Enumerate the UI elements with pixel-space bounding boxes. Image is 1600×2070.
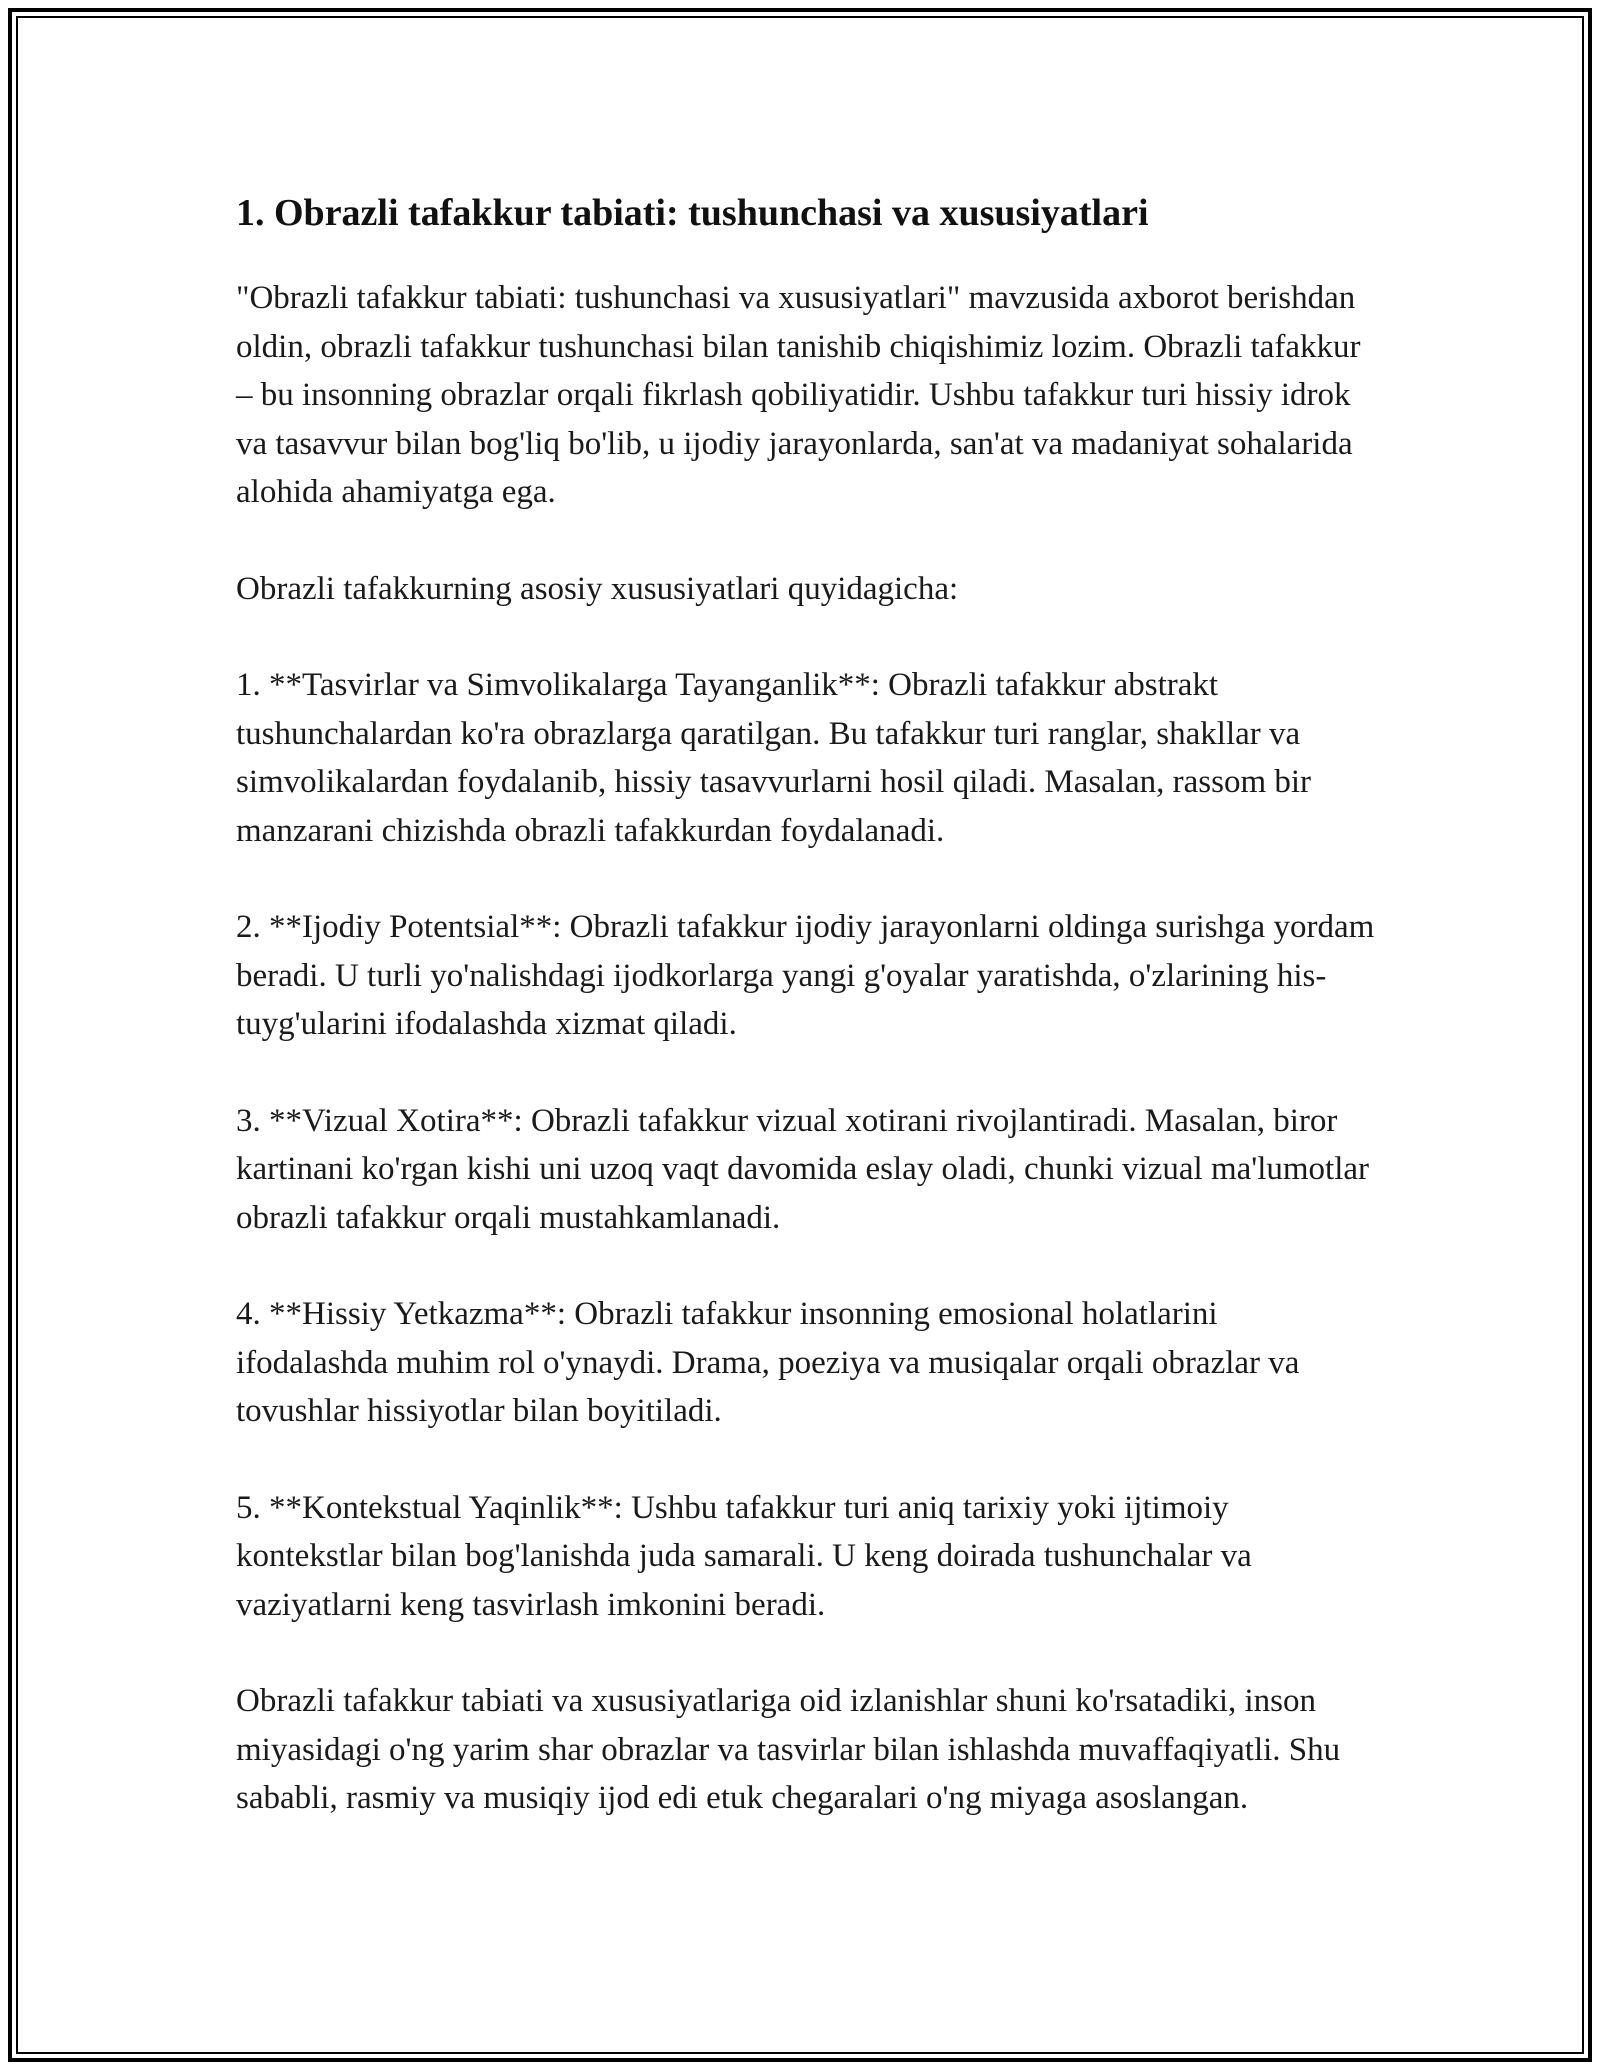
paragraph-feature-2: 2. **Ijodiy Potentsial**: Obrazli tafakkur ijodiy jarayonlarni oldinga surishga yordam beradi. U turli yo'nalishdagi ijodkorlarga yangi g'oyalar yaratishda, o'zlarining his-tuyg'ularini ifodalashda xizmat qiladi. [236,909,1375,1042]
paragraph-intro: "Obrazli tafakkur tabiati: tushunchasi va xususiyatlari" mavzusida axborot berishdan oldin, obrazli tafakkur tushunchasi bilan tanishib chiqishimiz lozim. Obrazli tafakkur – bu insonning obrazlar orqali fikrlash qobiliyatidir. Ushbu tafakkur turi hissiy idrok va tasavvur bilan bog'liq bo'lib, u ijodiy jarayonlarda, san'at va madaniyat sohalarida alohida ahamiyatga ega. [236,280,1361,510]
paragraph-feature-4: 4. **Hissiy Yetkazma**: Obrazli tafakkur insonning emosional holatlarini ifodalashda muhim rol o'ynaydi. Drama, poeziya va musiqalar orqali obrazlar va tovushlar hissiyotlar bilan boyitiladi. [236,1296,1300,1429]
paragraph-conclusion: Obrazli tafakkur tabiati va xususiyatlariga oid izlanishlar shuni ko'rsatadiki, inson miyasidagi o'ng yarim shar obrazlar va tasvirlar bilan ishlashda muvaffaqiyatli. Shu sababli, rasmiy va musiqiy ijod edi etuk chegaralari o'ng miyaga asoslangan. [236,1683,1341,1816]
paragraph-feature-5: 5. **Kontekstual Yaqinlik**: Ushbu tafakkur turi aniq tarixiy yoki ijtimoiy kontekstlar bilan bog'lanishda juda samarali. U keng doirada tushunchalar va vaziyatlarni keng tasvirlash imkonini beradi. [236,1489,1252,1623]
paragraph-features-lead: Obrazli tafakkurning asosiy xususiyatlari quyidagicha: [236,570,959,607]
document-body [236,186,1376,1871]
document-title: 1. Obrazli tafakkur tabiati: tushunchasi va xususiyatlari [236,192,1149,234]
paragraph-feature-1: 1. **Tasvirlar va Simvolikalarga Tayanganlik**: Obrazli tafakkur abstrakt tushunchalardan ko'ra obrazlarga qaratilgan. Bu tafakkur turi ranglar, shakllar va simvolikalardan foydalanib, hissiy tasavvurlarni hosil qiladi. Masalan, rassom bir manzarani chizishda obrazli tafakkurdan foydalanadi. [236,667,1312,849]
paragraph-feature-3: 3. **Vizual Xotira**: Obrazli tafakkur vizual xotirani rivojlantiradi. Masalan, biror kartinani ko'rgan kishi uni uzoq vaqt davomida eslay oladi, chunki vizual ma'lumotlar obrazli tafakkur orqali mustahkamlanadi. [236,1102,1370,1236]
